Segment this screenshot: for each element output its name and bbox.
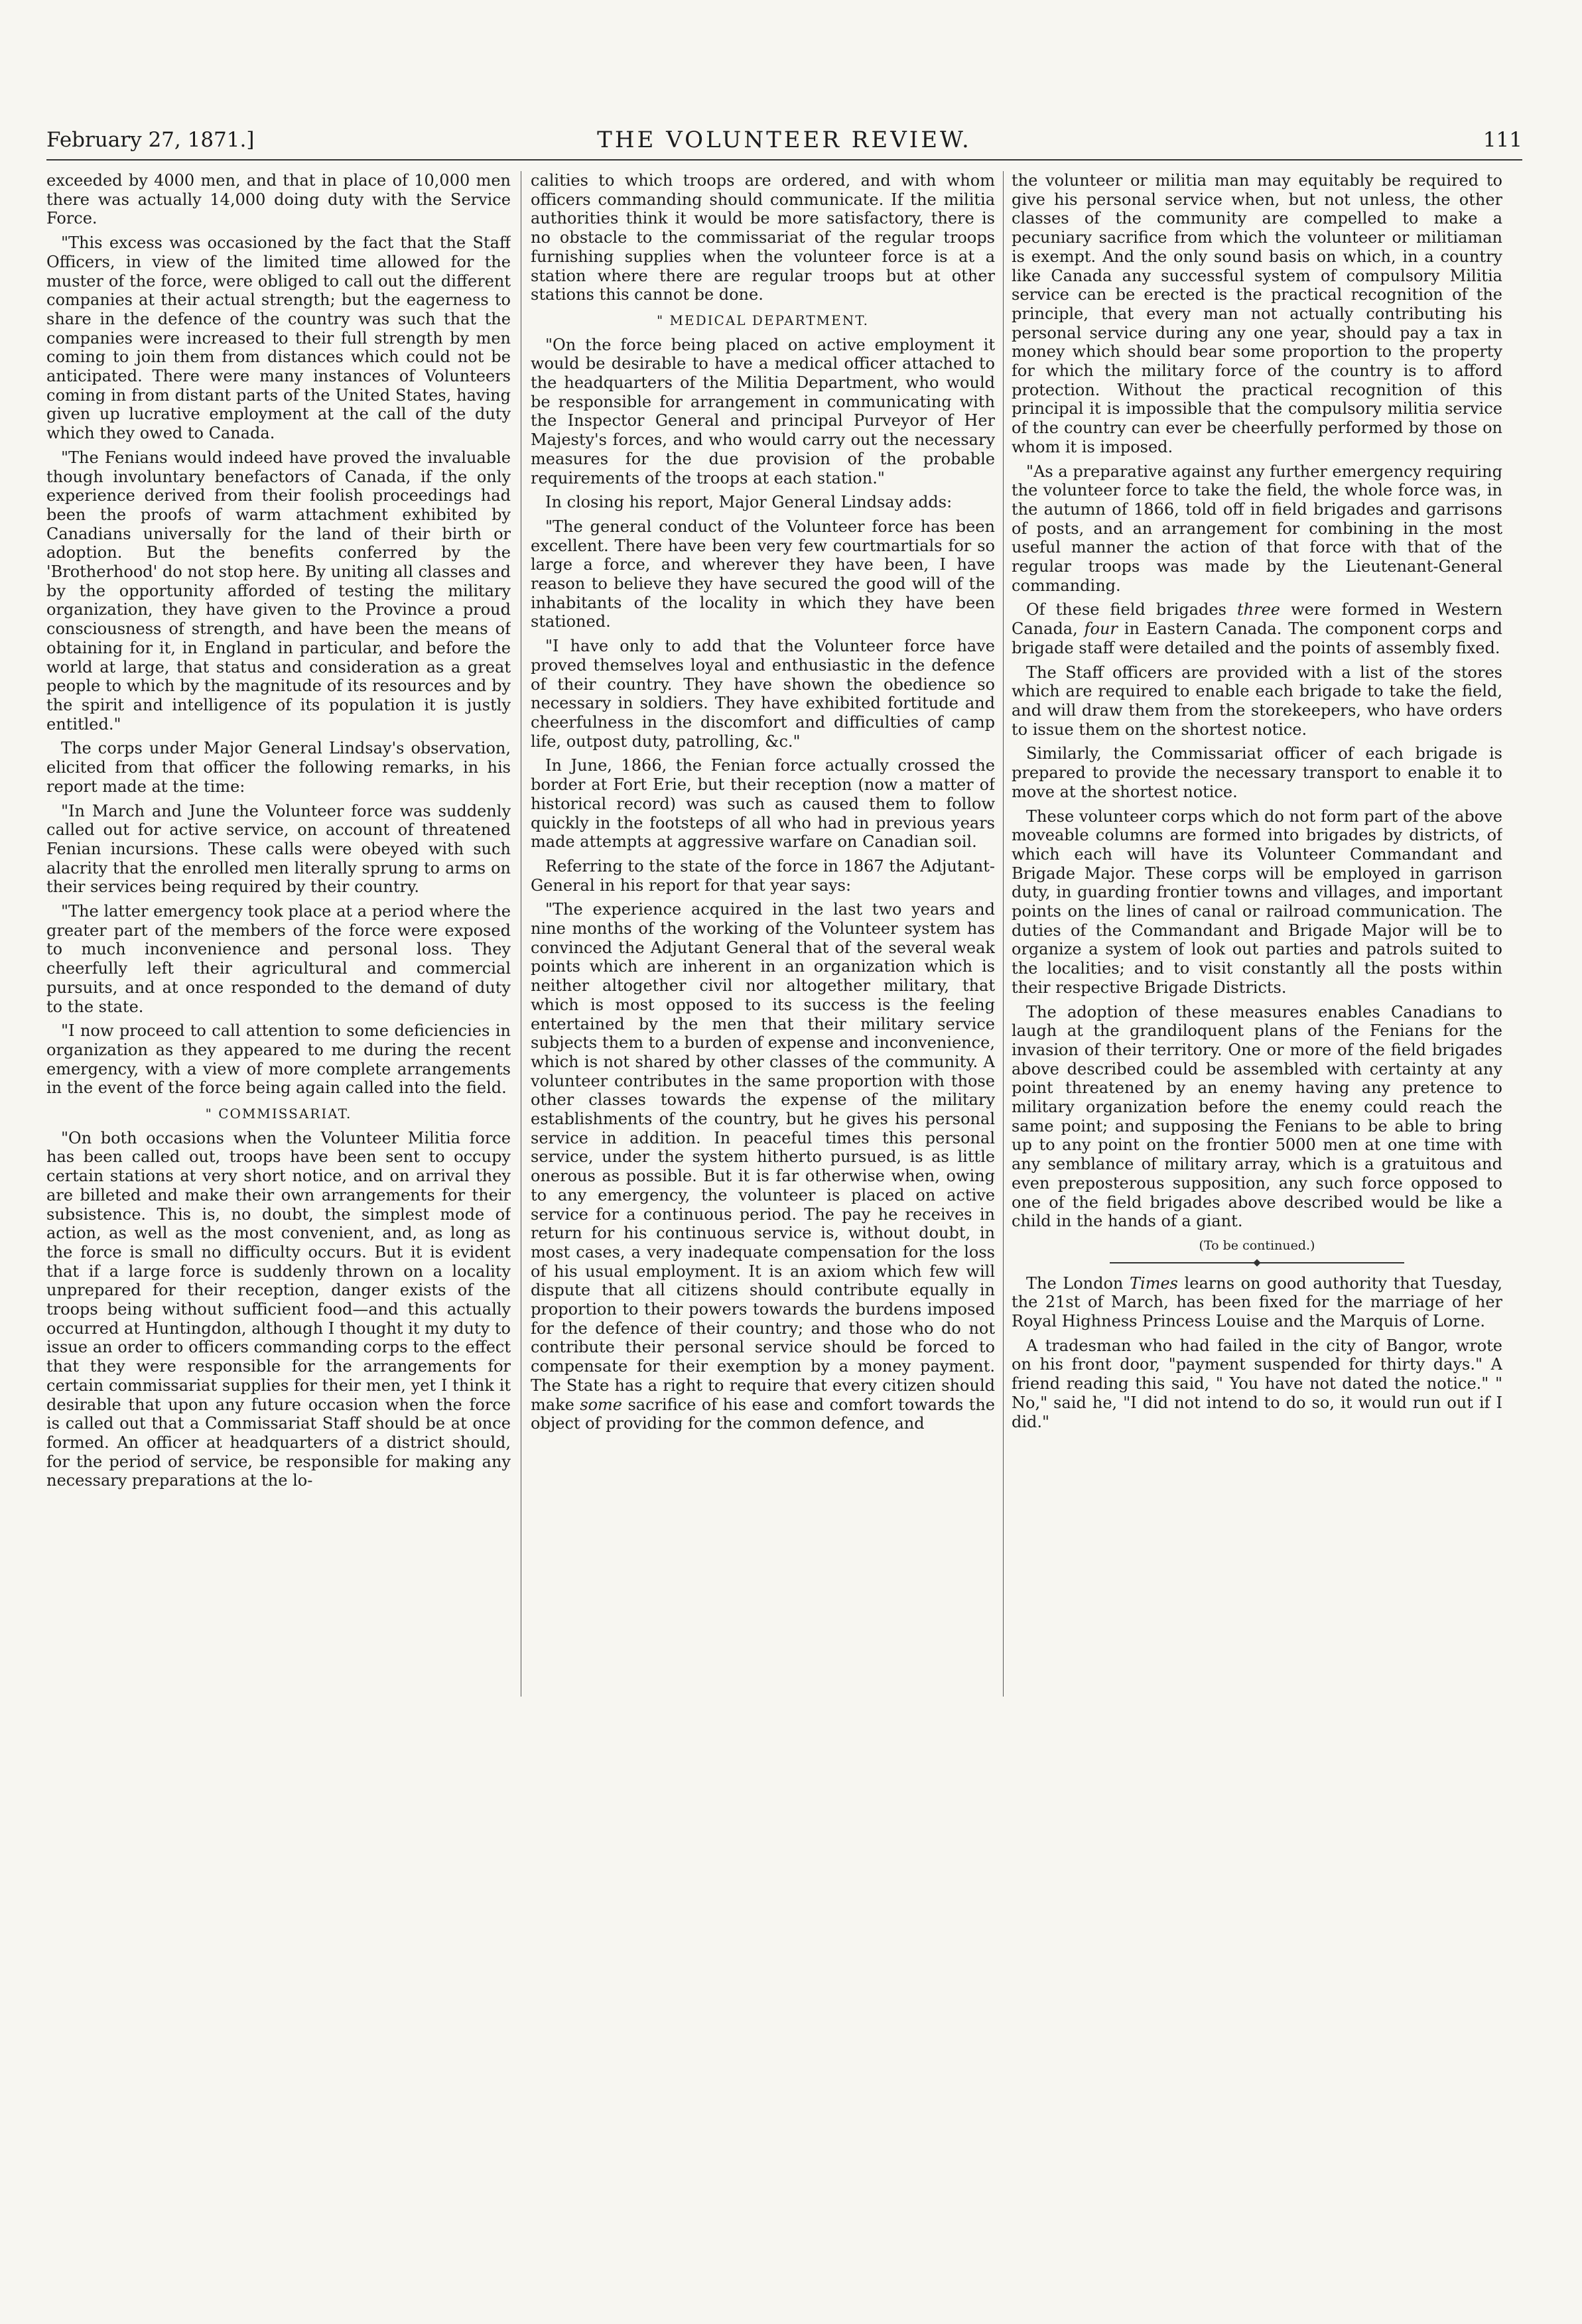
paragraph: A tradesman who had failed in the city of Bangor, wrote on his front door, "payment suspended for thirty days." A friend reading this said, " You have not dated the notice." " No," said he, "I did not intend to do so, it would run out if I did."	[1012, 1336, 1502, 1431]
paragraph: "I have only to add that the Volunteer force have proved themselves loyal and enthusiastic in the defence of their country. They have shown the obedience so necessary in soldiers. They have exhibited fortitude and cheerfulness in the discomfort and difficulties of camp life, outpost duty, patrolling, &c."	[531, 637, 995, 751]
paragraph: "In March and June the Volunteer force was suddenly called out for active service, on account of threatened Fenian incursions. These calls were obeyed with such alacrity that the enrolled men literally sprung to arms on their services being required by their country.	[46, 801, 511, 897]
column-2	[531, 171, 995, 2300]
paragraph: These volunteer corps which do not form part of the above moveable columns are formed into brigades by districts, of which each will have its Volunteer Commandant and Brigade Major. These corps will be employed in garrison duty, in guarding frontier towns and villages, and important points on the lines of canal or railroad communication. The duties of the Commandant and Brigade Major will be to organize a system of look out parties and patrols suited to the localities; and to visit constantly all the posts within their respective Brigade Districts.	[1012, 807, 1502, 997]
text-run: The London	[1026, 1273, 1130, 1293]
text-run: in Eastern Canada. The component corps and brigade staff were detailed and the points of assembly fixed.	[1012, 619, 1502, 657]
header-rule	[46, 159, 1522, 161]
emphasis: three	[1237, 600, 1280, 619]
paragraph: "The general conduct of the Volunteer force has been excellent. There have been very few courtmartials for so large a force, and wherever they have been, I have reason to believe they have secured the good will of the inhabitants of the locality in which they have been stationed.	[531, 517, 995, 631]
paragraph: Similarly, the Commissariat officer of each brigade is prepared to provide the necessary transport to enable it to move at the shortest notice.	[1012, 744, 1502, 801]
text-run: sacrifice of his ease and comfort towards the object of providing for the common defence, and	[531, 1395, 995, 1433]
emphasis: some	[580, 1395, 623, 1414]
paragraph: calities to which troops are ordered, and with whom officers commanding should communicate. If the militia authorities think it would be more satisfactory, there is no obstacle to the commissariat of the regular troops furnishing supplies when the volunteer force is at a station where there are regular troops but at other stations this cannot be done.	[531, 171, 995, 304]
paragraph: In closing his report, Major General Lindsay adds:	[545, 493, 953, 512]
paragraph: "I now proceed to call attention to some deficiencies in organization as they appeared to me during the recent emergency, with a view of more complete arrangements in the event of the force being again called into the field.	[46, 1021, 511, 1098]
text-run: Of these field brigades	[1026, 600, 1238, 619]
paragraph: "The latter emergency took place at a period where the greater part of the members of the force were exposed to much inconvenience and personal loss. They cheerfully left their agricultural and commercial pursuits, and at once responded to the demand of duty to the state.	[46, 902, 511, 1016]
column-divider-2	[1003, 171, 1004, 1697]
issue-date: February 27, 1871.]	[46, 128, 255, 152]
paragraph: "This excess was occasioned by the fact that the Staff Officers, in view of the limited time allowed for the muster of the force, were obliged to call out the different companies at their actual strength; but the eagerness to share in the defence of the country was such that the companies were increased to their full strength by men coming to join them from distances which could not be anticipated. There were many instances of Volunteers coming in from distant parts of the United States, having given up lucrative employment at the call of the duty which they owed to Canada.	[46, 233, 511, 443]
paragraph: The adoption of these measures enables Canadians to laugh at the grandiloquent plans of the Fenians for the invasion of their territory. One or more of the field brigades above described could be assembled with certainty at any point threatened by an enemy having any pretence to military organization before the enemy could reach the same point; and supposing the Fenians to be able to bring up to any point on the frontier 5000 men at one time with any semblance of military array, which is a gratuitous and even preposterous supposition, any such force opposed to one of the field brigades above described would be like a child in the hands of a giant.	[1012, 1002, 1502, 1231]
paragraph: "As a preparative against any further emergency requiring the volunteer force to take the field, the whole force was, in the autumn of 1866, told off in field brigades and garrisons of posts, and an arrangement for combining in the most useful manner the action of that force with that of the regular troops was made by the Lieutenant-General commanding.	[1012, 462, 1502, 595]
emphasis: four	[1084, 619, 1118, 639]
paragraph: Referring to the state of the force in 1867 the Adjutant-General in his report for that year says:	[531, 856, 995, 895]
text-run: "The experience acquired in the last two years and nine months of the working of the Volunteer system has convinced the Adjutant General that of the several weak points which are inherent in an organization which is neither altogether civil nor altogether military, that which is most opposed to its success is the feeling entertained by the men that their military service subjects them to a burden of expense and inconvenience, which is not shared by other classes of the community. A volunteer contributes in the same proportion with those other classes towards the expense of the military establishments of the country, but he gives his personal service in addition. In peaceful times this personal service, under the system hitherto pursued, is as little onerous as possible. But it is far otherwise when, owing to any emergency, the volunteer is placed on active service for a continuous period. The pay he receives in return for his continuous service is, without doubt, in most cases, a very inadequate compensation for the loss of his usual employment. It is an axiom which few will dispute that all citizens should contribute equally in proportion to their powers towards the burdens imposed for the defence of their country; and those who do not contribute their personal service should be forced to compensate for their exemption by a money payment. The State has a right to require that every citizen should make	[531, 900, 995, 1414]
paragraph: In June, 1866, the Fenian force actually crossed the border at Fort Erie, but their reception (now a matter of historical record) was such as caused them to follow quickly in the footsteps of all who had in previous years made attempts at aggressive warfare on Canadian soil.	[531, 756, 995, 852]
column-1	[46, 171, 511, 2300]
paragraph: "On both occasions when the Volunteer Militia force has been called out, troops have been sent to occupy certain stations at very short notice, and on arrival they are billeted and make their own arrangements for their subsistence. This is, no doubt, the simplest mode of action, as well as the most convenient, and, as long as the force is small no difficulty occurs. But it is evident that if a large force is suddenly thrown on a locality unprepared for their reception, danger exists of the troops being without sufficient food—and this actually occurred at Huntingdon, although I thought it my duty to issue an order to officers commanding corps to the effect that they were responsible for the arrangements for certain commissariat supplies for their men, yet I think it desirable that upon any future occasion when the force is called out that a Commissariat Staff should be at once formed. An officer at headquarters of a district should, for the period of service, be responsible for making any necessary preparations at the lo-	[46, 1128, 511, 1490]
section-heading-medical: " MEDICAL DEPARTMENT.	[656, 312, 870, 328]
column-3	[1012, 171, 1502, 2300]
paragraph: the volunteer or militia man may equitably be required to give his personal service when, but not unless, the other classes of the community are compelled to make a pecuniary sacrifice from which the volunteer or militiaman is exempt. And the only sound basis on which, in a country like Canada any successful system of compulsory Militia service can be erected is the practical recognition of the principle, that every man not actually contributing his personal service during any one year, should pay a tax in money which should bear some proportion to the property for which the military force of the country is to afford protection. Without the practical recognition of this principal it is impossible that the compulsory militia service of the country can ever be cheerfully performed by those on whom it is imposed.	[1012, 171, 1502, 456]
paragraph: The Staff officers are provided with a list of the stores which are required to enable each brigade to take the field, and will draw them from the storekeepers, who have orders to issue them on the shortest notice.	[1012, 663, 1502, 739]
paragraph: "The Fenians would indeed have proved the invaluable though involuntary benefactors of Canada, if the only experience derived from their foolish proceedings had been the proofs of warm attachment exhibited by Canadians universally for the land of their birth or adoption. But the benefits conferred by the 'Brotherhood' do not stop here. By uniting all classes and by the opportunity afforded of testing the military organization, they have given to the Province a proud consciousness of strength, and have been the means of obtaining for it, in England in particular, and before the world at large, that status and consideration as a great people to which by the magnitude of its resources and by the spirit and intelligence of its population it is justly entitled."	[46, 448, 511, 734]
paragraph: "On the force being placed on active employment it would be desirable to have a medical officer attached to the headquarters of the Militia Department, who would be responsible for arrangement in communicating with the Inspector General and principal Purveyor of Her Majesty's forces, and who would carry out the necessary measures for the due provision of the probable requirements of the troops at each station."	[531, 335, 995, 487]
text-run: learns on good authority that Tuesday, the 21st of March, has been fixed for the marriage of her Royal Highness Princess Louise and the Marquis of Lorne.	[1012, 1273, 1502, 1331]
section-heading-commissariat: " COMMISSARIAT.	[205, 1106, 352, 1122]
continued-note: (To be continued.)	[1199, 1238, 1315, 1253]
paragraph	[1012, 1274, 1502, 1331]
page-number: 111	[1483, 128, 1522, 152]
paragraph	[1012, 600, 1502, 657]
article-separator	[1110, 1262, 1404, 1263]
paragraph	[531, 900, 995, 1433]
paragraph: exceeded by 4000 men, and that in place of 10,000 men there was actually 14,000 doing duty with the Service Force.	[46, 171, 511, 228]
emphasis: Times	[1130, 1273, 1178, 1293]
paragraph: The corps under Major General Lindsay's observation, elicited from that officer the following remarks, in his report made at the time:	[46, 739, 511, 796]
publication-title: THE VOLUNTEER REVIEW.	[597, 127, 972, 153]
text-run: were formed in Western Canada,	[1012, 600, 1502, 639]
masthead	[46, 125, 1522, 155]
